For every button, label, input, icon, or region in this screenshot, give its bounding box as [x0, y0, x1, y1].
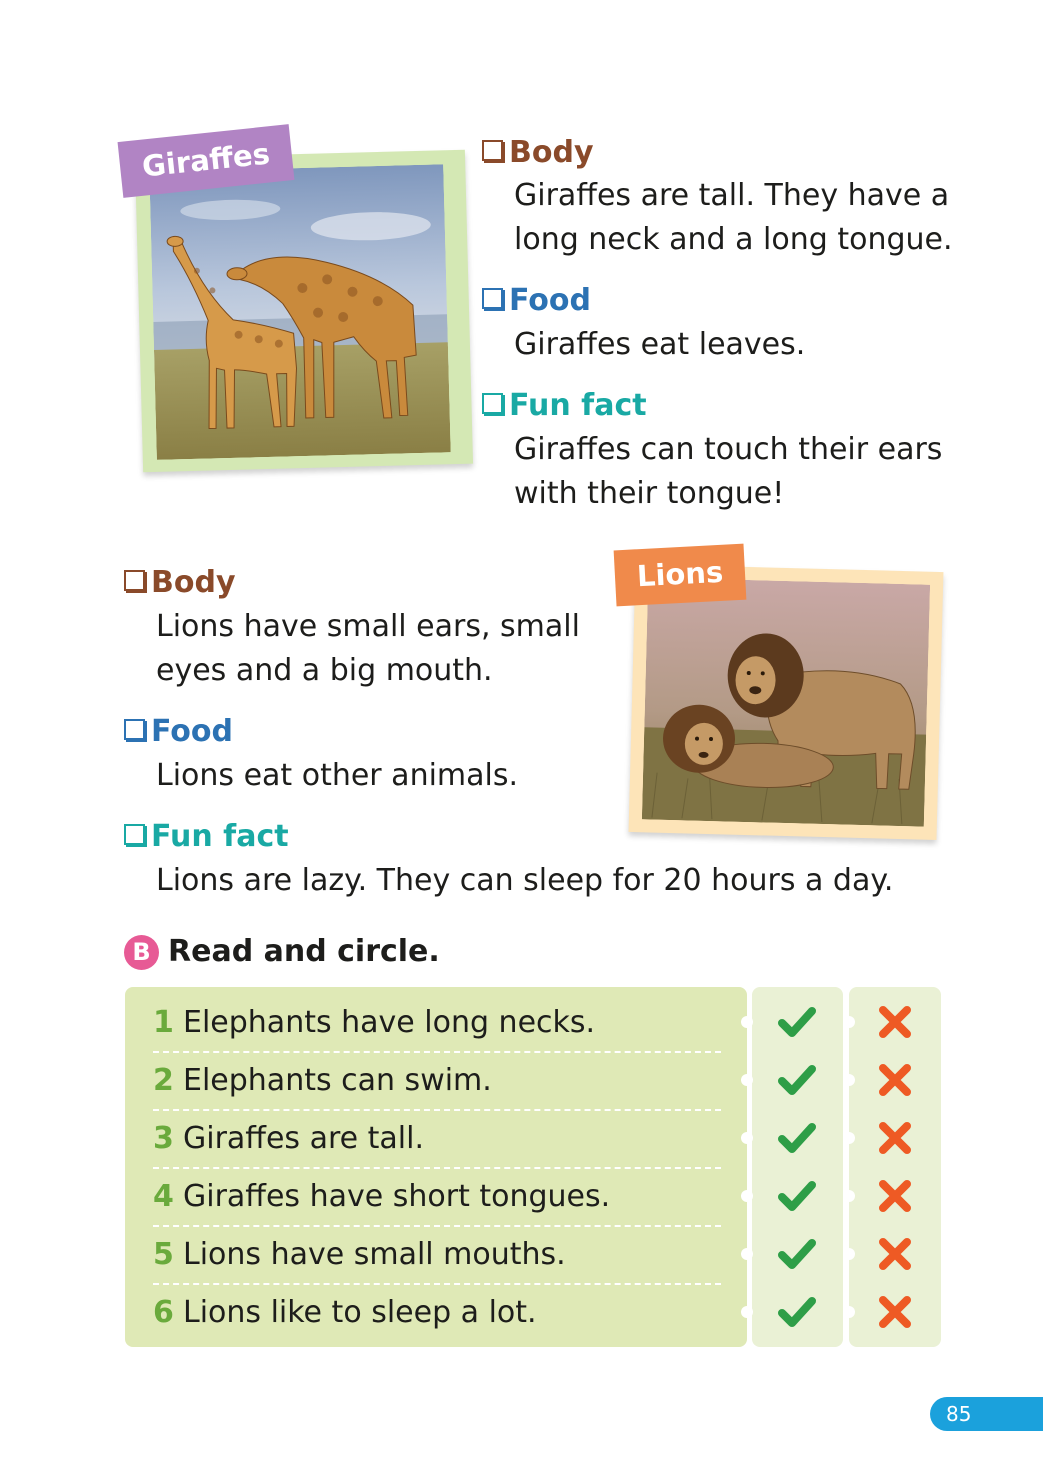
- lions-food-heading: Food: [124, 715, 233, 749]
- connector-dot: [741, 1074, 753, 1086]
- checkbox-icon[interactable]: [482, 288, 503, 309]
- giraffes-funfact-text: Giraffes can touch their ears with their tongue!: [514, 432, 943, 511]
- statement-number: 4: [153, 1179, 174, 1214]
- giraffes-label: Giraffes: [118, 124, 295, 198]
- statement-number: 6: [153, 1295, 174, 1330]
- statement-text: Lions like to sleep a lot.: [183, 1295, 537, 1330]
- lions-photo-frame: [629, 564, 944, 840]
- giraffes-photo: [149, 164, 450, 460]
- statement-row: [153, 1169, 721, 1227]
- checkbox-icon[interactable]: [124, 719, 145, 740]
- connector-dot: [741, 1190, 753, 1202]
- check-icon[interactable]: [775, 1174, 819, 1218]
- giraffes-photo-frame: [135, 150, 473, 473]
- connector-dot: [843, 1306, 855, 1318]
- connector-dot: [741, 1306, 753, 1318]
- checkbox-icon[interactable]: [124, 824, 145, 845]
- check-icon[interactable]: [775, 1116, 819, 1160]
- lions-funfact-text: Lions are lazy. They can sleep for 20 hours a day.: [156, 863, 894, 898]
- statement-row: [153, 1053, 721, 1111]
- cross-icon[interactable]: [873, 1232, 917, 1276]
- checkbox-icon[interactable]: [124, 570, 145, 591]
- statement-number: 5: [153, 1237, 174, 1272]
- connector-dot: [843, 1074, 855, 1086]
- connector-dot: [843, 1016, 855, 1028]
- statement-text: Elephants can swim.: [183, 1063, 492, 1098]
- statement-row: [153, 1227, 721, 1285]
- giraffes-funfact-heading: Fun fact: [482, 389, 647, 423]
- statement-row: [153, 1285, 721, 1343]
- lions-funfact-heading: Fun fact: [124, 820, 289, 854]
- connector-dot: [843, 1248, 855, 1260]
- giraffes-body-heading: Body: [482, 136, 594, 170]
- statement-row: [153, 995, 721, 1053]
- lions-label: Lions: [614, 544, 747, 607]
- giraffes-food-heading: Food: [482, 284, 591, 318]
- cross-icon[interactable]: [873, 1290, 917, 1334]
- statement-text: Giraffes are tall.: [183, 1121, 424, 1156]
- giraffes-food-text: Giraffes eat leaves.: [514, 327, 806, 362]
- check-icon[interactable]: [775, 1232, 819, 1276]
- giraffes-body-text: Giraffes are tall. They have a long neck and a long tongue.: [514, 178, 953, 257]
- statement-text: Giraffes have short tongues.: [183, 1179, 611, 1214]
- statement-number: 1: [153, 1005, 174, 1040]
- check-icon[interactable]: [775, 1058, 819, 1102]
- statement-text: Elephants have long necks.: [183, 1005, 596, 1040]
- exercise-badge: B: [124, 935, 159, 970]
- lions-body-text: Lions have small ears, small eyes and a big mouth.: [156, 609, 580, 688]
- cross-icon[interactable]: [873, 1058, 917, 1102]
- cross-icon[interactable]: [873, 1116, 917, 1160]
- checkbox-icon[interactable]: [482, 393, 503, 414]
- page-number: 85: [930, 1397, 1043, 1431]
- statement-text: Lions have small mouths.: [183, 1237, 566, 1272]
- connector-dot: [741, 1248, 753, 1260]
- statement-row: [153, 1111, 721, 1169]
- connector-dot: [843, 1132, 855, 1144]
- cross-icon[interactable]: [873, 1000, 917, 1044]
- check-icon[interactable]: [775, 1290, 819, 1334]
- statement-number: 2: [153, 1063, 174, 1098]
- lions-body-heading: Body: [124, 566, 236, 600]
- exercise-title: Read and circle.: [168, 934, 440, 969]
- connector-dot: [741, 1016, 753, 1028]
- statement-number: 3: [153, 1121, 174, 1156]
- cross-icon[interactable]: [873, 1174, 917, 1218]
- checkbox-icon[interactable]: [482, 140, 503, 161]
- check-icon[interactable]: [775, 1000, 819, 1044]
- connector-dot: [741, 1132, 753, 1144]
- lions-photo: [642, 577, 930, 826]
- lions-food-text: Lions eat other animals.: [156, 758, 519, 793]
- connector-dot: [843, 1190, 855, 1202]
